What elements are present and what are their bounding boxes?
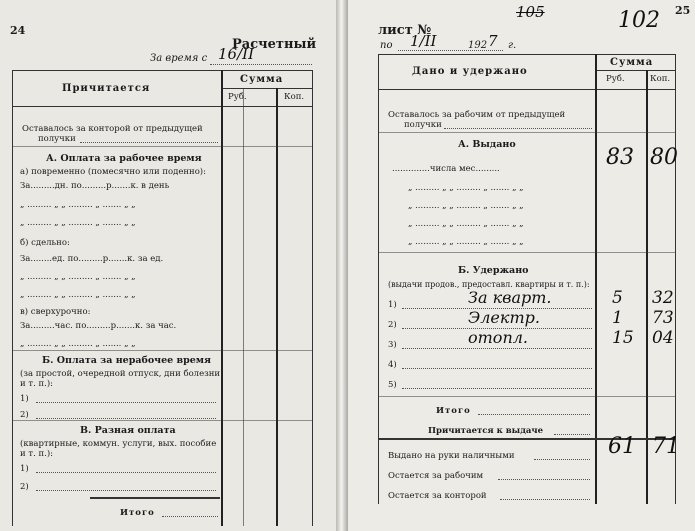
dotted-line <box>498 479 590 480</box>
row-a1-blank-1: „ ......... „ „ ......... „ ....... „ „ <box>20 200 136 210</box>
section-b-note-right: (выдачи продов., предоставл. квартиры и т. п.): <box>388 280 590 289</box>
year-printed: 192 <box>468 40 488 51</box>
section-a-sub1: а) повременно (помесячно или поденно): <box>20 167 206 177</box>
dotted-line <box>534 459 590 460</box>
right-page <box>348 0 695 531</box>
header-main-right: Дано и удержано <box>412 66 528 77</box>
row-line <box>378 396 675 397</box>
table-top-line <box>12 70 312 71</box>
dotted-line <box>36 490 216 491</box>
header-bottom-line <box>12 106 312 107</box>
section-a-sub2: б) сдельно: <box>20 238 70 248</box>
left-border-right <box>378 54 379 504</box>
row-a3: За.........час. по.........р.......к. за час. <box>20 321 177 331</box>
sum-split-line-right <box>596 70 675 71</box>
left-border <box>12 70 13 526</box>
section-v-item2: 2) <box>20 482 29 492</box>
section-b-title-left: Б. Оплата за нерабочее время <box>42 355 212 366</box>
deduction-number: 1) <box>388 300 397 310</box>
deduction-number: 3) <box>388 340 397 350</box>
right-border <box>312 70 313 526</box>
cash-label: Выдано на руки наличными <box>388 451 515 461</box>
year-handwritten: 7 <box>488 32 498 50</box>
section-v-title: В. Разная оплата <box>80 425 176 436</box>
dotted-line <box>36 472 216 473</box>
deduction-kop: 32 <box>652 288 674 308</box>
period-line <box>210 64 312 65</box>
section-a-title-right: А. Выдано <box>458 139 516 150</box>
carry-over-line2-left: получки <box>38 134 76 144</box>
book-spine <box>336 0 348 531</box>
sheet-number-struck: 105 <box>516 3 545 21</box>
carry-over-line2-right: получки <box>404 120 442 130</box>
sheet-label: лист № <box>378 23 432 38</box>
row-line <box>12 420 312 421</box>
dotted-line <box>162 516 218 517</box>
page-number-right: 25 <box>675 4 691 17</box>
dotted-line <box>554 434 590 435</box>
section-v-note1: (квартирные, коммун. услуги, вых. пособие <box>20 439 217 449</box>
cash-kop: 71 <box>652 434 680 459</box>
cash-rub: 61 <box>608 434 636 459</box>
carry-over-line1-left: Оставалось за конторой от предыдущей <box>22 124 203 134</box>
issued-kop: 80 <box>650 145 678 170</box>
carry-over-line1-right: Оставалось за рабочим от предыдущей <box>388 110 566 120</box>
sum-col-line <box>221 70 223 526</box>
issued-blank-4: „ ......... „ „ ......... „ ....... „ „ <box>408 237 524 247</box>
table-top-line-right <box>378 54 675 55</box>
row-line <box>12 146 312 147</box>
dotted-line <box>444 128 592 129</box>
page-number-left: 24 <box>10 24 26 37</box>
issued-row: ..............числа мес......... <box>392 164 500 174</box>
total-left: Итого <box>120 508 155 518</box>
dotted-line <box>500 499 590 500</box>
dotted-line <box>80 142 218 143</box>
section-b-note2-left: и т. п.): <box>20 379 54 389</box>
section-a-sub3: в) сверхурочно: <box>20 307 91 317</box>
sum-split-line <box>222 88 312 89</box>
header-bottom-line-right <box>378 89 675 90</box>
period-label: За время с <box>150 53 208 64</box>
left-page <box>0 0 336 531</box>
section-v-item1: 1) <box>20 464 29 474</box>
header-kop-left: Коп. <box>284 92 305 102</box>
row-a1-blank-2: „ ......... „ „ ......... „ ....... „ „ <box>20 218 136 228</box>
year-suffix: г. <box>508 40 517 51</box>
row-line <box>12 350 312 351</box>
kop-col-line <box>276 88 278 526</box>
deduction-line <box>402 368 592 369</box>
section-v-note2: и т. п.): <box>20 449 54 459</box>
section-b-title-right: Б. Удержано <box>458 265 529 276</box>
deduction-text: Электр. <box>468 308 540 327</box>
dotted-line <box>36 418 216 419</box>
period-handwritten: 16/II <box>218 45 254 63</box>
due-label: Причитается к выдаче <box>428 426 543 436</box>
remain-worker: Остается за рабочим <box>388 471 484 481</box>
dotted-line <box>398 50 503 51</box>
deduction-rub: 1 <box>612 308 623 328</box>
header-sum-left: Сумма <box>240 74 284 85</box>
sum-col-line-right <box>595 54 597 504</box>
header-main-left: Причитается <box>62 83 151 94</box>
deduction-number: 2) <box>388 320 397 330</box>
deduction-kop: 04 <box>652 328 674 348</box>
deduction-line <box>402 388 592 389</box>
deduction-number: 5) <box>388 380 397 390</box>
section-b-item2-left: 2) <box>20 410 29 420</box>
issued-blank-1: „ ......... „ „ ......... „ ....... „ „ <box>408 183 524 193</box>
rub-inner-line <box>243 88 244 526</box>
row-a2-blank-2: „ ......... „ „ ......... „ ....... „ „ <box>20 290 136 300</box>
header-kop-right: Коп. <box>650 74 671 84</box>
issued-blank-3: „ ......... „ „ ......... „ ....... „ „ <box>408 219 524 229</box>
date-prefix: по <box>380 40 393 51</box>
total-right: Итого <box>436 406 471 416</box>
header-rub-right: Руб. <box>606 74 625 84</box>
dotted-line <box>478 414 590 415</box>
deduction-kop: 73 <box>652 308 674 328</box>
deduction-rub: 5 <box>612 288 623 308</box>
date-handwritten: 1/II <box>410 32 437 50</box>
section-b-item1-left: 1) <box>20 394 29 404</box>
dotted-line <box>36 402 216 403</box>
total-rule <box>90 497 220 499</box>
row-line <box>378 132 675 133</box>
header-sum-right: Сумма <box>610 57 654 68</box>
section-b-note1-left: (за простой, очередной отпуск, дни болезни <box>20 369 221 379</box>
row-line <box>378 252 675 253</box>
row-a3-blank: „ ......... „ „ ......... „ ....... „ „ <box>20 339 136 349</box>
deduction-number: 4) <box>388 360 397 370</box>
issued-blank-2: „ ......... „ „ ......... „ ....... „ „ <box>408 201 524 211</box>
header-rub-left: Руб. <box>228 92 247 102</box>
deduction-line <box>402 348 592 349</box>
row-a2: За........ед. по.........р.......к. за ед. <box>20 254 164 264</box>
sheet-number: 102 <box>618 8 660 33</box>
section-a-title-left: А. Оплата за рабочее время <box>46 153 202 164</box>
deduction-text: За кварт. <box>468 288 552 307</box>
deduction-rub: 15 <box>612 328 634 348</box>
row-a1: За.........дн. по.........р.......к. в день <box>20 181 170 191</box>
remain-office: Остается за конторой <box>388 491 487 501</box>
row-a2-blank-1: „ ......... „ „ ......... „ ....... „ „ <box>20 272 136 282</box>
issued-rub: 83 <box>606 145 634 170</box>
deduction-text: отопл. <box>468 328 529 347</box>
form-title: Расчетный <box>232 37 317 52</box>
